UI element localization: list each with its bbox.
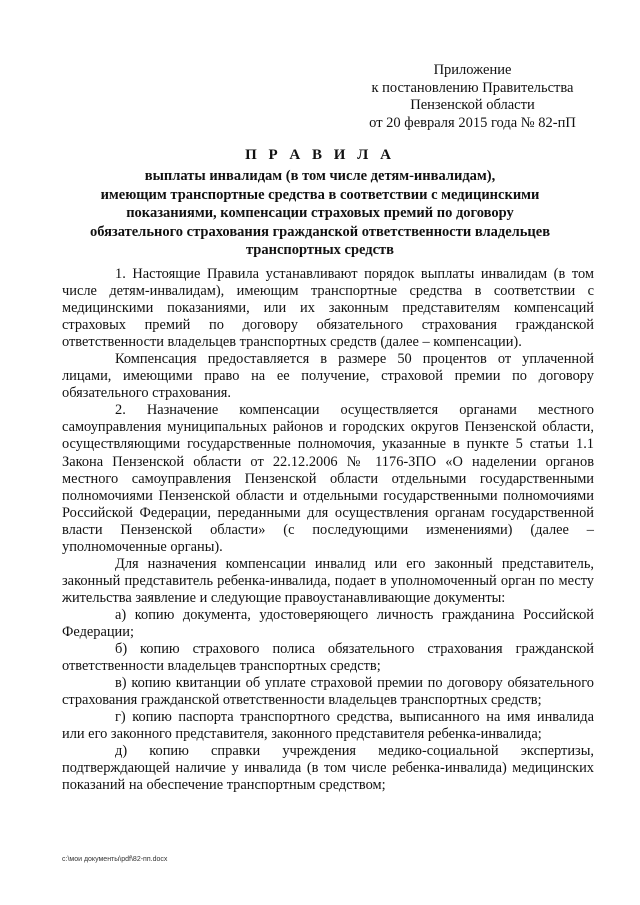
- appendix-line: Пензенской области: [410, 97, 535, 113]
- appendix-line: к постановлению Правительства: [371, 79, 574, 96]
- title-line: имеющим транспортные средства в соответствии с медицинскими: [100, 186, 540, 203]
- paragraph-2: 2. Назначение компенсации осуществляется органами местного самоуправления муниципальных районов и городских округов Пензенской области, осуществляющими государственные полномочия, указанные в пункте 5 статьи 1.1 Закона Пензенской области от 22.12.2006 № 1176-ЗПО «О наделении органов местного самоуправления Пензенской области отдельными государственными полномочиями Пензенской области и отдельными государственными полномочиями Российской Федерации, переданными для осуществления органам государственной власти Пензенской области» (с последующими изменениями) (далее – уполномоченные органы).: [62, 402, 594, 555]
- paragraph-documents: Для назначения компенсации инвалид или его законный представитель, законный представитель ребенка-инвалида, подает в уполномоченный орган по месту жительства заявление и следующие правоустанавливающие документы:: [62, 555, 594, 606]
- title-line: выплаты инвалидам (в том числе детям-инвалидам),: [144, 168, 496, 184]
- title-line: обязательного страхования гражданской ответственности владельцев: [89, 223, 551, 240]
- list-item-d: д) копию справки учреждения медико-социальной экспертизы, подтверждающей наличие у инвалида (в том числе ребенка-инвалида) медицинских показаний на обеспечение транспортным средством;: [62, 743, 594, 794]
- list-item-v: в) копию квитанции об уплате страховой премии по договору обязательного страхования гражданской ответственности владельцев транспортных средств;: [62, 675, 594, 709]
- document-title: [60, 146, 580, 260]
- document-body: [62, 266, 594, 794]
- appendix-line: от 20 февраля 2015 года № 82-пП: [369, 114, 576, 131]
- appendix-block: [320, 62, 625, 132]
- paragraph-1: 1. Настоящие Правила устанавливают порядок выплаты инвалидам (в том числе детям-инвалидам), имеющим транспортные средства в соответствии с медицинскими показаниями, или их законным представителям компенсаций страховых премий по договору обязательного страхования гражданской ответственности владельцев транспортных средств (далее – компенсации).: [62, 266, 594, 351]
- appendix-line: Приложение: [433, 62, 512, 78]
- title-line: показаниями, компенсации страховых премий по договору: [126, 205, 514, 222]
- file-path-footer: c:\мои документы\pdf\82-пп.docx: [62, 856, 168, 863]
- list-item-b: б) копию страхового полиса обязательного страхования гражданской ответственности владельцев транспортных средств;: [62, 641, 594, 675]
- list-item-g: г) копию паспорта транспортного средства, выписанного на имя инвалида или его законного представителя, законного представителя ребенка-инвалида;: [62, 709, 594, 743]
- paragraph-compensation: Компенсация предоставляется в размере 50 процентов от уплаченной лицами, имеющими право на ее получение, страховой премии по договору обязательного страхования.: [62, 351, 594, 402]
- list-item-a: а) копию документа, удостоверяющего личность гражданина Российской Федерации;: [62, 606, 594, 640]
- title-line: транспортных средств: [245, 242, 395, 259]
- title-heading: П Р А В И Л А: [245, 147, 395, 163]
